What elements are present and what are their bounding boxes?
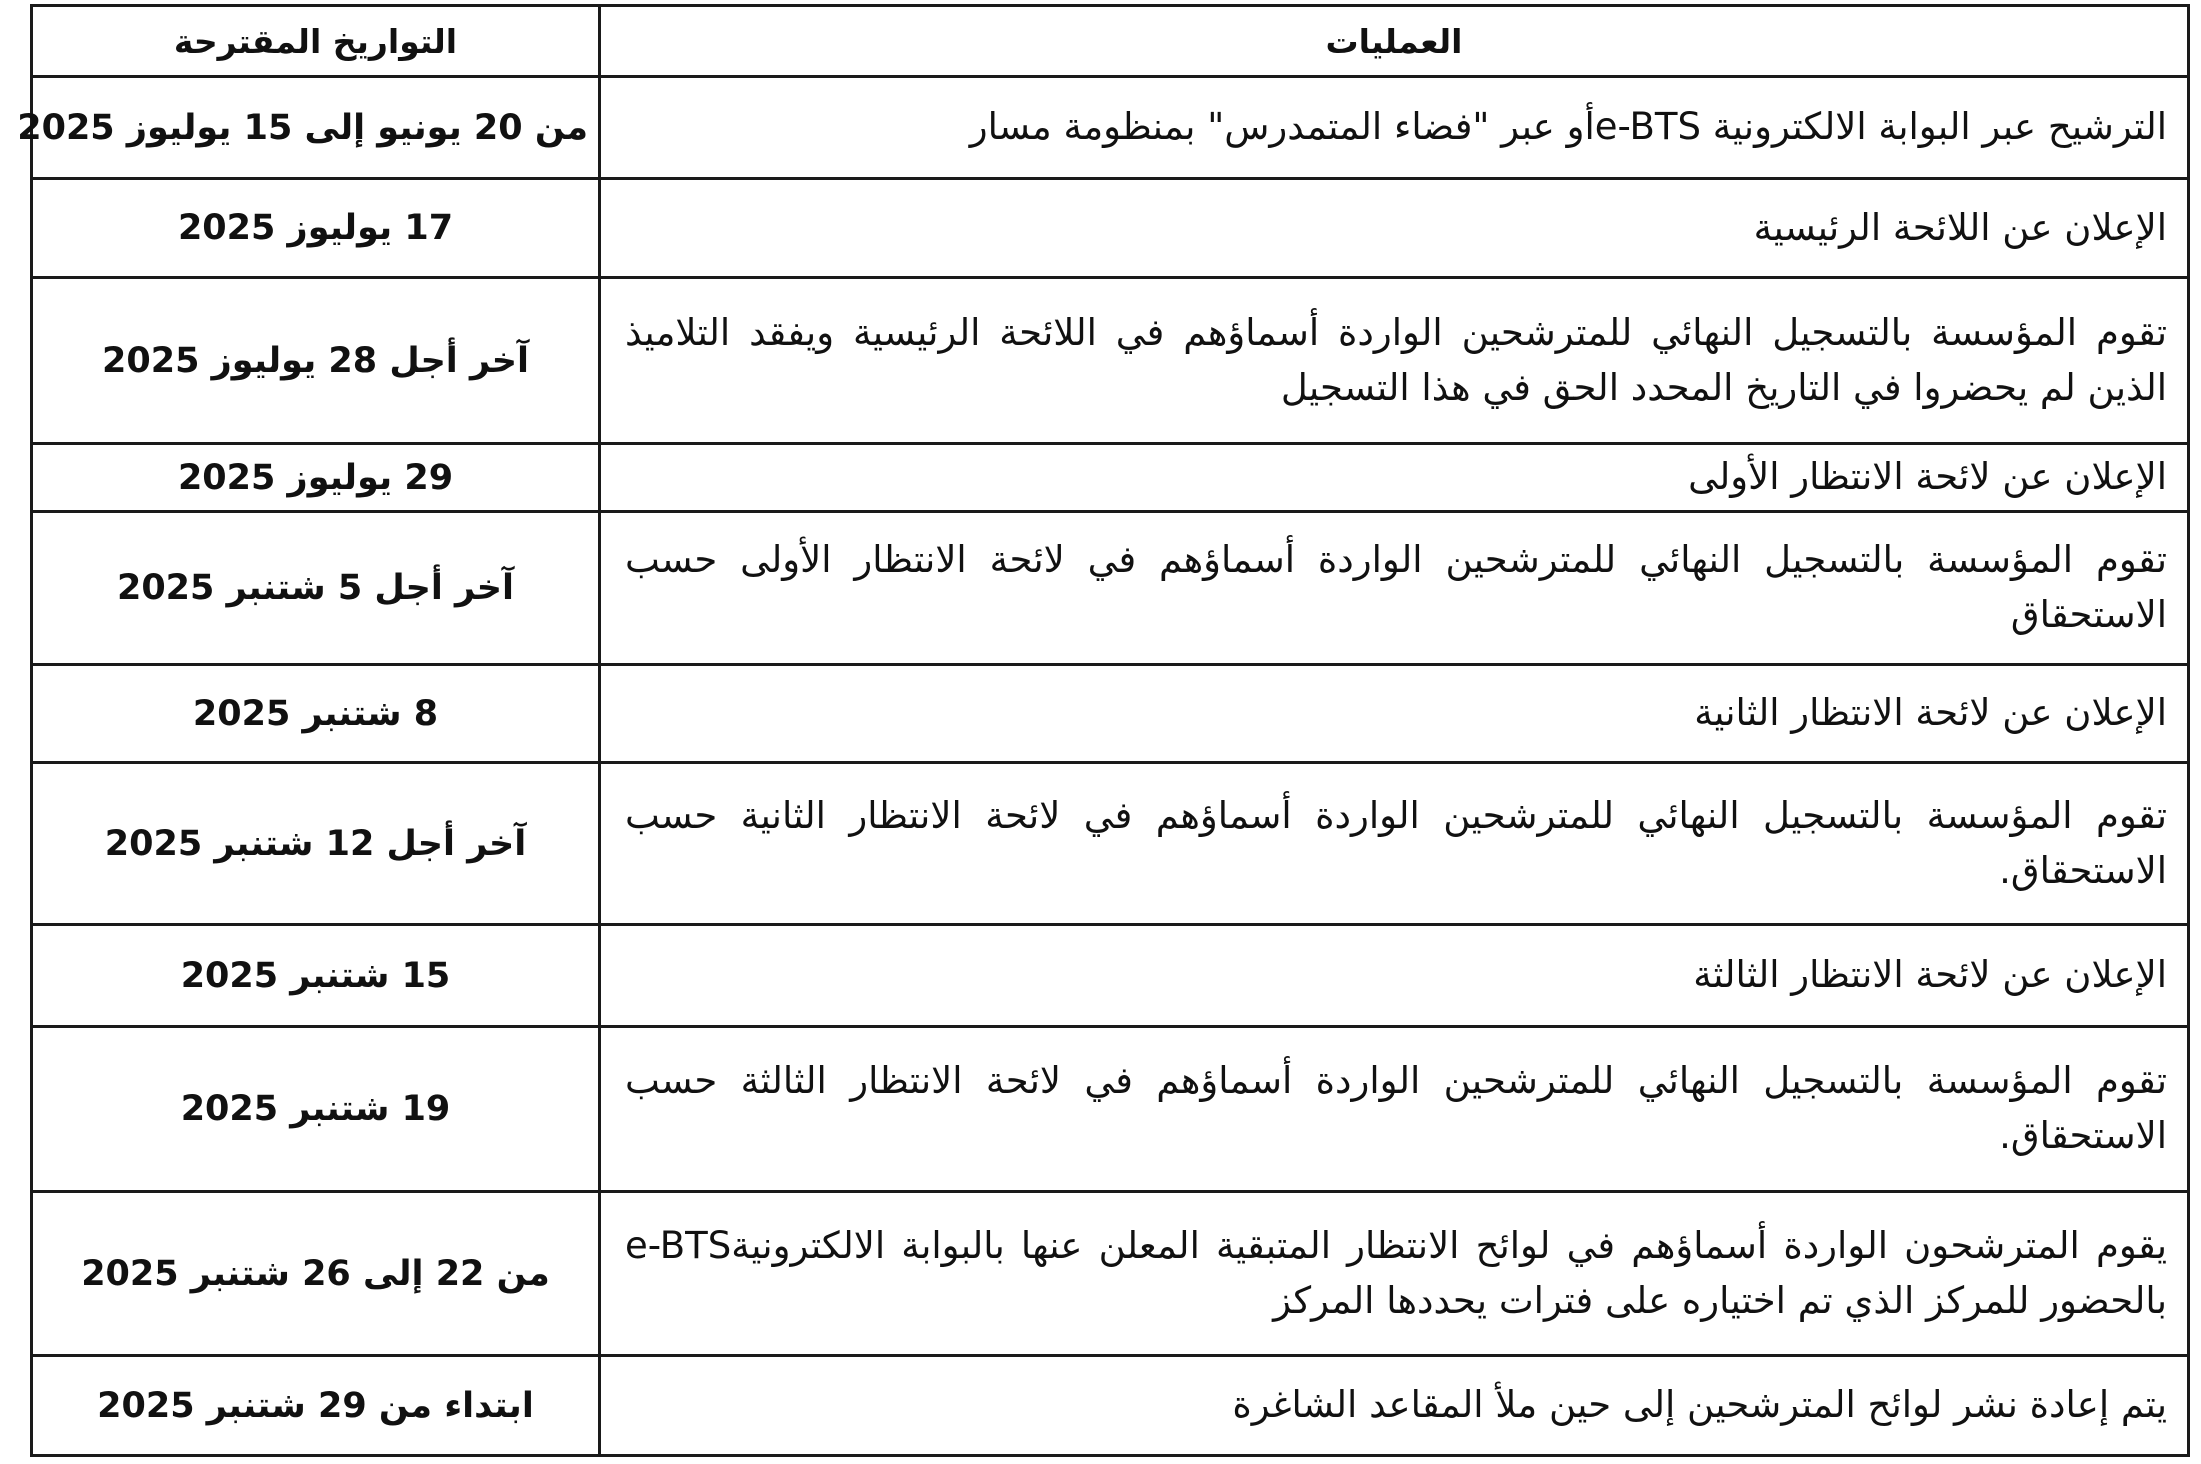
table-header-row bbox=[32, 6, 2189, 77]
date-cell: من 20 يونيو إلى 15 يوليوز 2025 bbox=[32, 77, 600, 179]
date-cell: ابتداء من 29 شتنبر 2025 bbox=[32, 1356, 600, 1456]
date-cell: آخر أجل 12 شتنبر 2025 bbox=[32, 763, 600, 925]
table-row bbox=[32, 1027, 2189, 1192]
operation-cell: الإعلان عن لائحة الانتظار الثالثة bbox=[600, 925, 2189, 1027]
date-cell: 15 شتنبر 2025 bbox=[32, 925, 600, 1027]
table-row bbox=[32, 763, 2189, 925]
table-row bbox=[32, 278, 2189, 444]
table-row bbox=[32, 444, 2189, 512]
operation-cell: الإعلان عن لائحة الانتظار الثانية bbox=[600, 665, 2189, 763]
date-cell: 19 شتنبر 2025 bbox=[32, 1027, 600, 1192]
table-row bbox=[32, 665, 2189, 763]
table-row bbox=[32, 1192, 2189, 1356]
operation-cell: يتم إعادة نشر لوائح المترشحين إلى حين ملأ المقاعد الشاغرة bbox=[600, 1356, 2189, 1456]
date-cell: آخر أجل 5 شتنبر 2025 bbox=[32, 512, 600, 665]
header-operations: العمليات bbox=[600, 6, 2189, 77]
operation-cell: الإعلان عن اللائحة الرئيسية bbox=[600, 179, 2189, 278]
date-cell: آخر أجل 28 يوليوز 2025 bbox=[32, 278, 600, 444]
operation-cell: تقوم المؤسسة بالتسجيل النهائي للمترشحين الواردة أسماؤهم في اللائحة الرئيسية ويفقد التلاميذ الذين لم يحضروا في التاريخ المحدد الحق في هذا التسجيل bbox=[600, 278, 2189, 444]
table-row bbox=[32, 925, 2189, 1027]
operation-cell: الترشيح عبر البوابة الالكترونية e-BTSأو عبر "فضاء المتمدرس" بمنظومة مسار bbox=[600, 77, 2189, 179]
date-cell: من 22 إلى 26 شتنبر 2025 bbox=[32, 1192, 600, 1356]
date-cell: 17 يوليوز 2025 bbox=[32, 179, 600, 278]
date-cell: 29 يوليوز 2025 bbox=[32, 444, 600, 512]
table-row bbox=[32, 512, 2189, 665]
schedule-document bbox=[17, 4, 2190, 1457]
operation-cell: تقوم المؤسسة بالتسجيل النهائي للمترشحين الواردة أسماؤهم في لائحة الانتظار الأولى حسب الاستحقاق bbox=[600, 512, 2189, 665]
table-row bbox=[32, 1356, 2189, 1456]
operation-cell: تقوم المؤسسة بالتسجيل النهائي للمترشحين الواردة أسماؤهم في لائحة الانتظار الثانية حسب الاستحقاق. bbox=[600, 763, 2189, 925]
date-cell: 8 شتنبر 2025 bbox=[32, 665, 600, 763]
operation-cell: الإعلان عن لائحة الانتظار الأولى bbox=[600, 444, 2189, 512]
operation-cell: يقوم المترشحون الواردة أسماؤهم في لوائح الانتظار المتبقية المعلن عنها بالبوابة الالكترونيةe-BTS بالحضور للمركز الذي تم اختياره على فترات يحددها المركز bbox=[600, 1192, 2189, 1356]
schedule-table bbox=[17, 4, 2190, 1457]
header-proposed-dates: التواريخ المقترحة bbox=[32, 6, 600, 77]
table-row bbox=[32, 77, 2189, 179]
operation-cell: تقوم المؤسسة بالتسجيل النهائي للمترشحين الواردة أسماؤهم في لائحة الانتظار الثالثة حسب الاستحقاق. bbox=[600, 1027, 2189, 1192]
table-row bbox=[32, 179, 2189, 278]
